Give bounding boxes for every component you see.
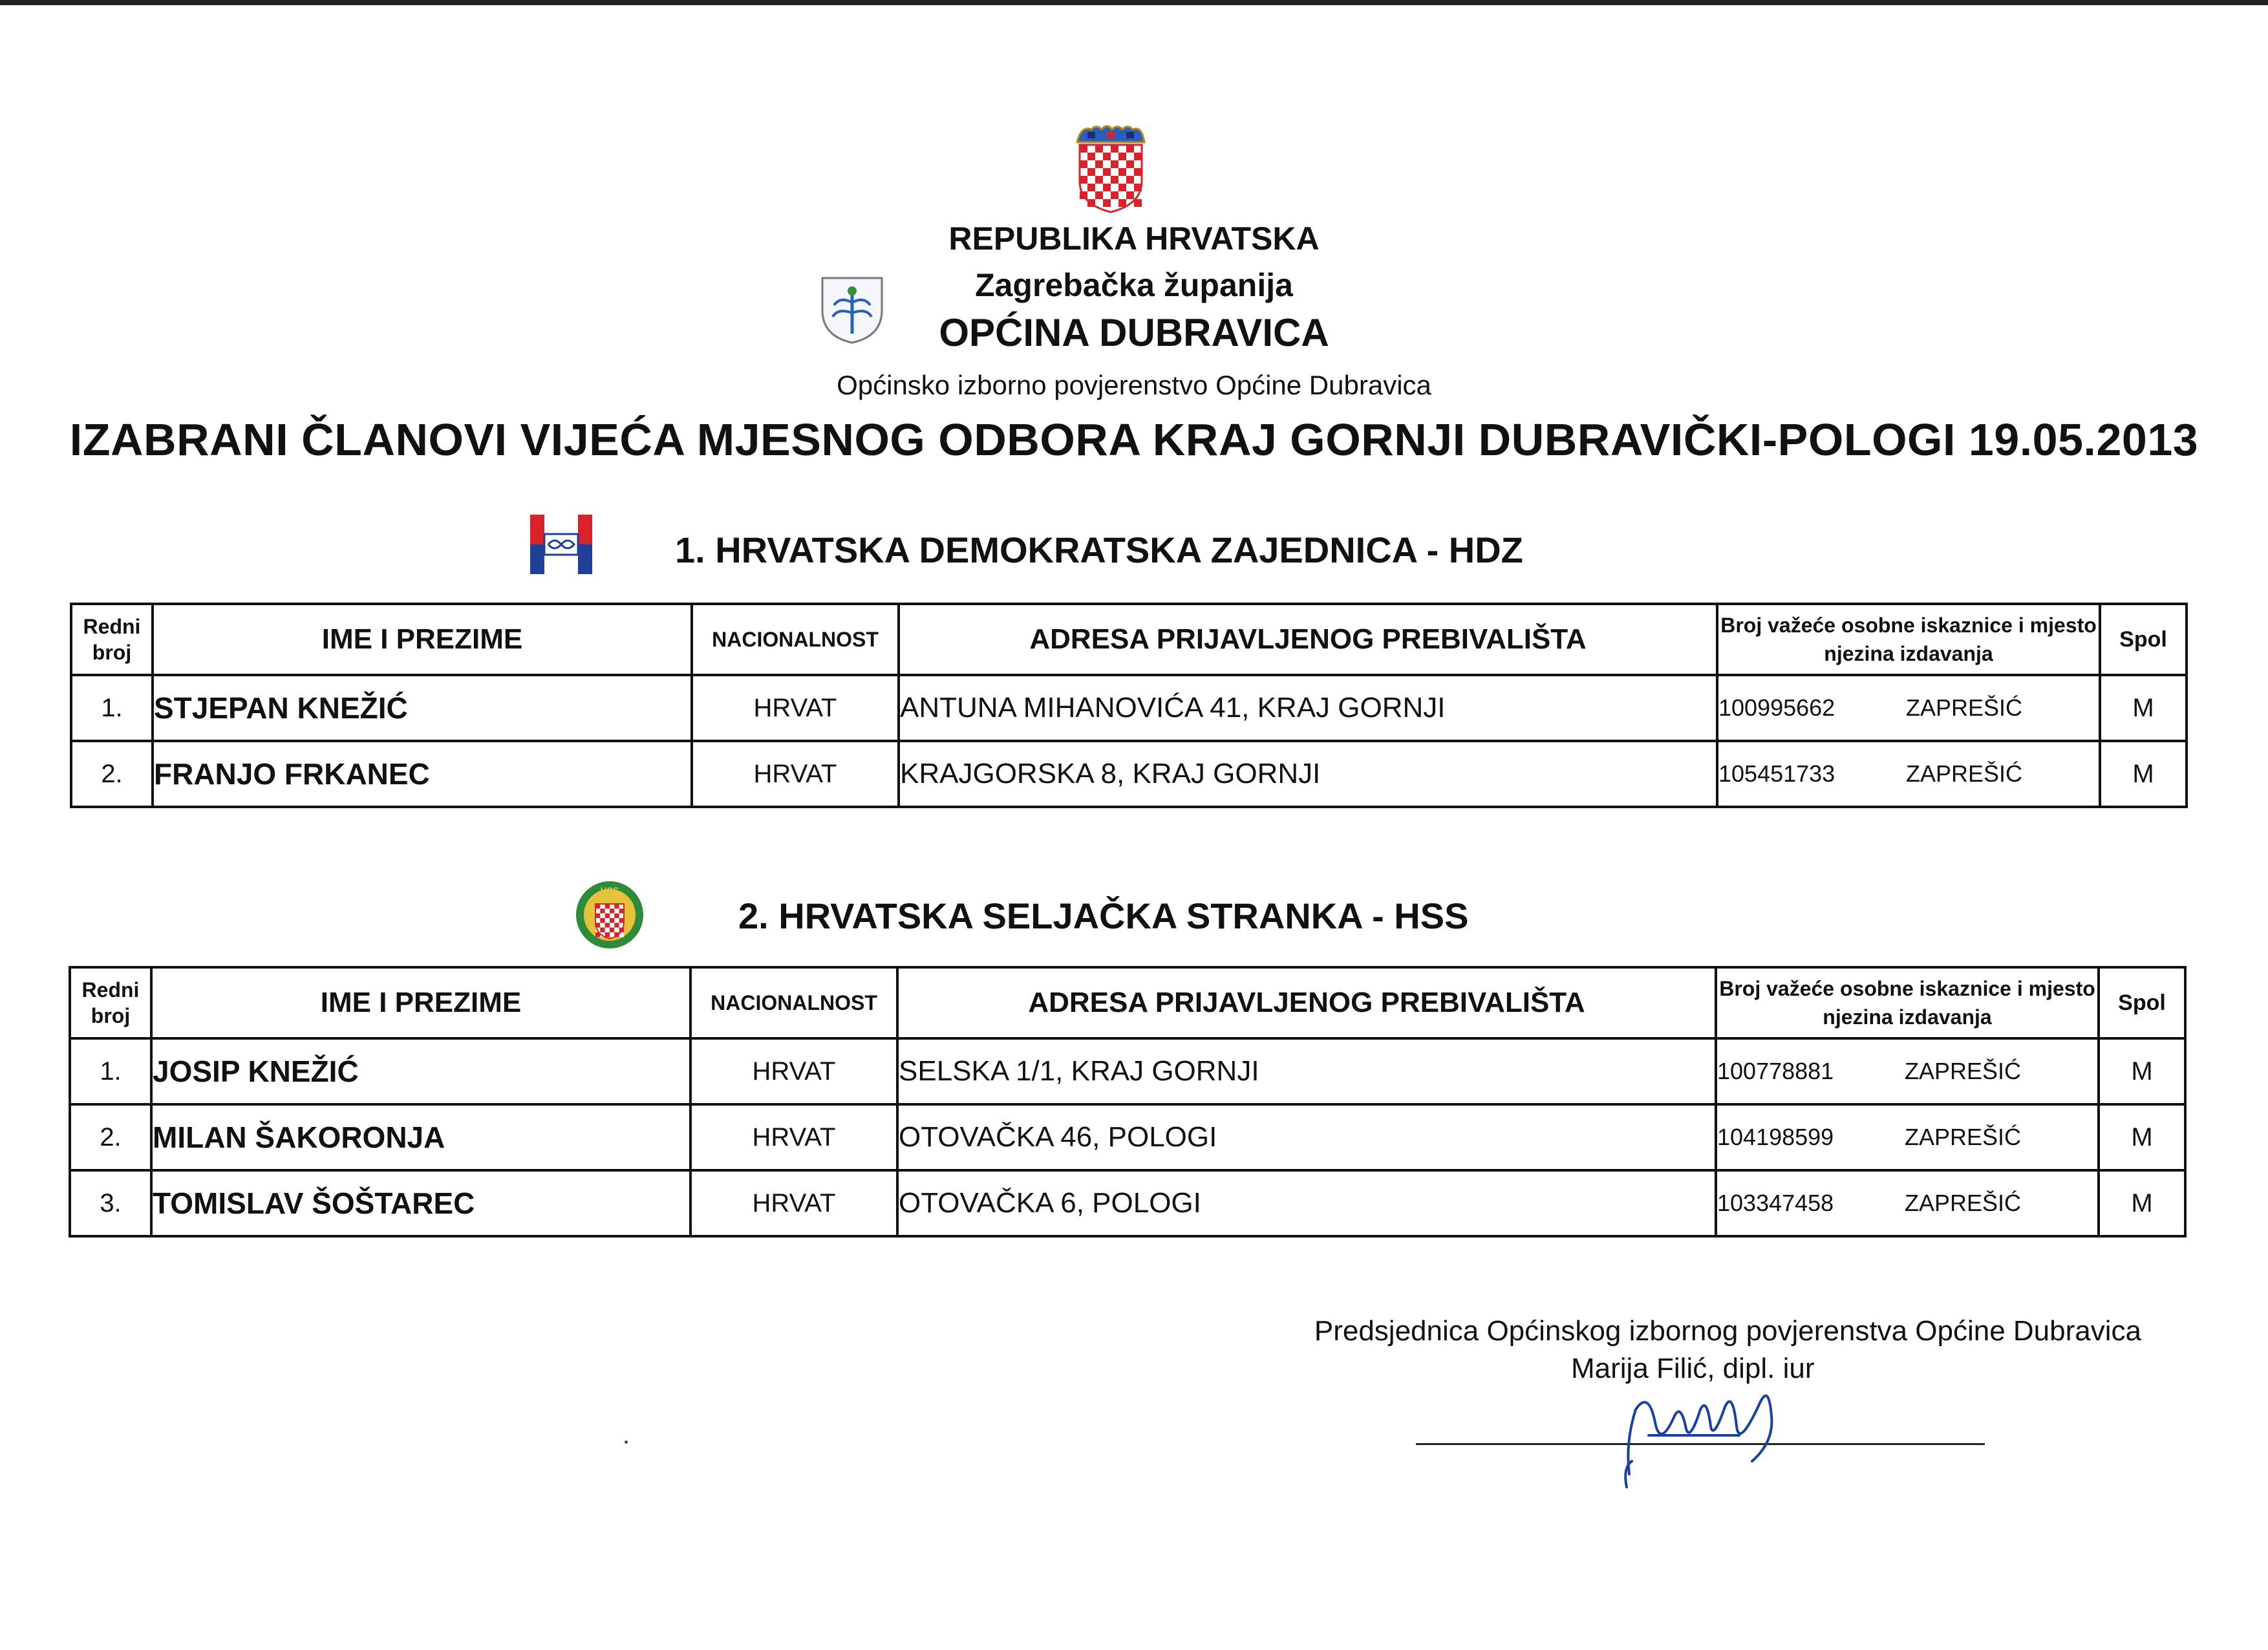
cell-nationality: HRVAT (692, 675, 899, 741)
croatian-coat-of-arms-icon (1072, 123, 1150, 213)
signatory-role: Predsjednica Općinskog izbornog povjerenstva Općine Dubravica (1314, 1315, 2141, 1347)
col-ime-prezime: IME I PREZIME (153, 604, 692, 675)
col-nacionalnost: NACIONALNOST (690, 967, 897, 1038)
col-adresa: ADRESA PRIJAVLJENOG PREBIVALIŠTA (897, 967, 1716, 1038)
cell-nationality: HRVAT (690, 1104, 897, 1170)
table-row (70, 1104, 2185, 1170)
cell-spol: M (2099, 1038, 2185, 1104)
id-number: 104198599 (1717, 1124, 1834, 1150)
cell-nationality: HRVAT (690, 1170, 897, 1236)
cell-redni-broj: 1. (71, 675, 153, 741)
cell-name: STJEPAN KNEŽIĆ (153, 675, 692, 741)
id-number: 100778881 (1717, 1058, 1834, 1084)
cell-id-card (1716, 1038, 2099, 1104)
id-number: 100995662 (1718, 694, 1835, 721)
col-ime-prezime: IME I PREZIME (151, 967, 690, 1038)
id-place: ZAPREŠIĆ (1905, 1124, 2022, 1150)
table-row (71, 741, 2187, 807)
table-header-row (70, 967, 2185, 1038)
scan-speck (625, 1441, 628, 1444)
hdz-logo-icon (530, 515, 592, 574)
country-name: REPUBLIKA HRVATSKA (948, 220, 1320, 257)
cell-redni-broj: 2. (70, 1104, 151, 1170)
table-row (70, 1038, 2185, 1104)
cell-id-card (1717, 741, 2100, 807)
cell-address: KRAJGORSKA 8, KRAJ GORNJI (899, 741, 1717, 807)
cell-name: MILAN ŠAKORONJA (151, 1104, 690, 1170)
handwritten-signature-icon (1610, 1364, 1804, 1494)
col-spol: Spol (2099, 967, 2185, 1038)
hss-logo-icon (574, 879, 645, 950)
id-place: ZAPREŠIĆ (1906, 694, 2023, 721)
cell-redni-broj: 3. (70, 1170, 151, 1236)
col-redni-broj: Redni broj (71, 604, 153, 675)
party-title-hdz: 1. HRVATSKA DEMOKRATSKA ZAJEDNICA - HDZ (675, 530, 1523, 570)
county-name: Zagrebačka županija (975, 267, 1293, 303)
scan-top-edge (0, 0, 2268, 5)
cell-id-card (1717, 675, 2100, 741)
svg-text:HSS: HSS (600, 885, 619, 895)
cell-spol: M (2099, 1104, 2185, 1170)
document-title: IZABRANI ČLANOVI VIJEĆA MJESNOG ODBORA KRAJ GORNJI DUBRAVIČKI-POLOGI 19.05.2013 (69, 414, 2199, 465)
party-title-hss: 2. HRVATSKA SELJAČKA STRANKA - HSS (738, 895, 1469, 936)
cell-name: JOSIP KNEŽIĆ (151, 1038, 690, 1104)
signatory-name: Marija Filić, dipl. iur (1571, 1353, 1815, 1384)
cell-id-card (1716, 1104, 2099, 1170)
table-header-row (71, 604, 2187, 675)
cell-nationality: HRVAT (690, 1038, 897, 1104)
members-table-hdz (70, 603, 2188, 808)
members-table-hss (69, 966, 2187, 1238)
col-iskaznica: Broj važeće osobne iskaznice i mjesto njezina izdavanja (1717, 604, 2100, 675)
table-row (71, 675, 2187, 741)
col-iskaznica: Broj važeće osobne iskaznice i mjesto njezina izdavanja (1716, 967, 2099, 1038)
commission-name: Općinsko izborno povjerenstvo Općine Dubravica (837, 370, 1431, 400)
cell-spol: M (2100, 675, 2187, 741)
col-adresa: ADRESA PRIJAVLJENOG PREBIVALIŠTA (899, 604, 1717, 675)
col-spol: Spol (2100, 604, 2187, 675)
id-number: 103347458 (1717, 1190, 1834, 1216)
cell-spol: M (2100, 741, 2187, 807)
cell-address: OTOVAČKA 6, POLOGI (897, 1170, 1716, 1236)
cell-address: ANTUNA MIHANOVIĆA 41, KRAJ GORNJI (899, 675, 1717, 741)
cell-redni-broj: 2. (71, 741, 153, 807)
cell-address: SELSKA 1/1, KRAJ GORNJI (897, 1038, 1716, 1104)
id-place: ZAPREŠIĆ (1905, 1058, 2022, 1084)
cell-name: TOMISLAV ŠOŠTAREC (151, 1170, 690, 1236)
table-row (70, 1170, 2185, 1236)
id-place: ZAPREŠIĆ (1906, 760, 2023, 787)
cell-id-card (1716, 1170, 2099, 1236)
col-nacionalnost: NACIONALNOST (692, 604, 899, 675)
municipality-name: OPĆINA DUBRAVICA (939, 311, 1329, 354)
id-place: ZAPREŠIĆ (1905, 1190, 2022, 1216)
col-redni-broj: Redni broj (70, 967, 151, 1038)
cell-spol: M (2099, 1170, 2185, 1236)
cell-nationality: HRVAT (692, 741, 899, 807)
cell-name: FRANJO FRKANEC (153, 741, 692, 807)
id-number: 105451733 (1718, 760, 1835, 787)
cell-address: OTOVAČKA 46, POLOGI (897, 1104, 1716, 1170)
cell-redni-broj: 1. (70, 1038, 151, 1104)
